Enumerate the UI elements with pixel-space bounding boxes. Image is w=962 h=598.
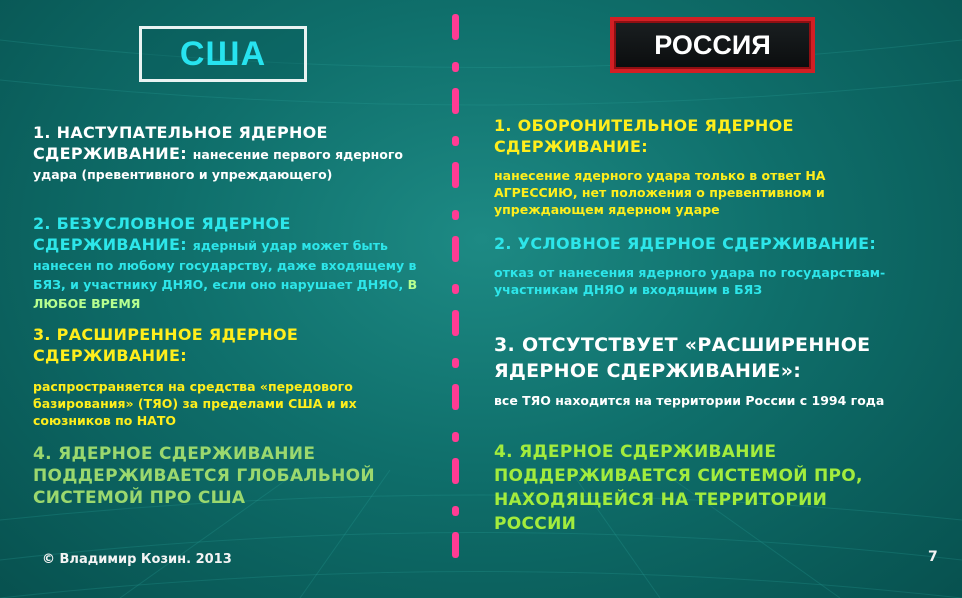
usa-point-2-heading: 2. БЕЗУСЛОВНОЕ ЯДЕРНОЕ СДЕРЖИВАНИЕ: bbox=[33, 214, 291, 254]
usa-point-3-heading: 3. РАСШИРЕННОЕ ЯДЕРНОЕ СДЕРЖИВАНИЕ: bbox=[33, 325, 299, 365]
usa-point-4-heading: 4. ЯДЕРНОЕ СДЕРЖИВАНИЕ ПОДДЕРЖИВАЕТСЯ ГЛОБАЛЬНОЙ СИСТЕМОЙ ПРО США bbox=[33, 444, 375, 508]
russia-point-1-heading: 1. ОБОРОНИТЕЛЬНОЕ ЯДЕРНОЕ СДЕРЖИВАНИЕ: bbox=[494, 116, 794, 156]
russia-point-4 bbox=[494, 440, 894, 536]
russia-point-2 bbox=[494, 233, 914, 298]
usa-point-2-accent: В ЛЮБОЕ ВРЕМЯ bbox=[33, 277, 418, 311]
russia-title: РОССИЯ bbox=[610, 17, 815, 73]
usa-point-3 bbox=[33, 324, 418, 429]
russia-point-2-heading: 2. УСЛОВНОЕ ЯДЕРНОЕ СДЕРЖИВАНИЕ: bbox=[494, 234, 877, 253]
usa-point-2 bbox=[33, 213, 418, 312]
usa-point-1-text: нанесение первого ядерного удара (превентивного и упреждающего) bbox=[33, 147, 404, 182]
usa-point-4 bbox=[33, 443, 418, 509]
usa-point-3-text: распространяется на средства «передового базирования» (ТЯО) за пределами США и их союзников по НАТО bbox=[33, 379, 357, 428]
usa-point-1-heading: 1. НАСТУПАТЕЛЬНОЕ ЯДЕРНОЕ СДЕРЖИВАНИЕ: bbox=[33, 123, 328, 163]
russia-point-1-text: нанесение ядерного удара только в ответ НА АГРЕССИЮ, нет положения о превентивном и упреждающем ядерном ударе bbox=[494, 168, 826, 217]
russia-point-1 bbox=[494, 115, 904, 218]
center-divider bbox=[452, 14, 462, 576]
russia-point-3-text: все ТЯО находится на территории России с 1994 года bbox=[494, 393, 885, 408]
copyright: © Владимир Козин. 2013 bbox=[42, 552, 232, 567]
usa-point-1 bbox=[33, 122, 418, 183]
usa-title: США bbox=[139, 26, 307, 82]
russia-point-3-heading: 3. ОТСУТСТВУЕТ «РАСШИРЕННОЕ ЯДЕРНОЕ СДЕРЖИВАНИЕ»: bbox=[494, 334, 871, 382]
russia-point-4-heading: 4. ЯДЕРНОЕ СДЕРЖИВАНИЕ ПОДДЕРЖИВАЕТСЯ СИСТЕМОЙ ПРО, НАХОДЯЩЕЙСЯ НА ТЕРРИТОРИИ РОССИИ bbox=[494, 442, 863, 534]
russia-point-2-text: отказ от нанесения ядерного удара по государствам-участникам ДНЯО и входящим в БЯЗ bbox=[494, 265, 886, 297]
usa-point-2-text: ядерный удар может быть нанесен по любому государству, даже входящему в БЯЗ, и участнику ДНЯО, если оно нарушает ДНЯО, bbox=[33, 238, 417, 292]
russia-point-3 bbox=[494, 332, 924, 409]
page-number: 7 bbox=[928, 549, 938, 565]
